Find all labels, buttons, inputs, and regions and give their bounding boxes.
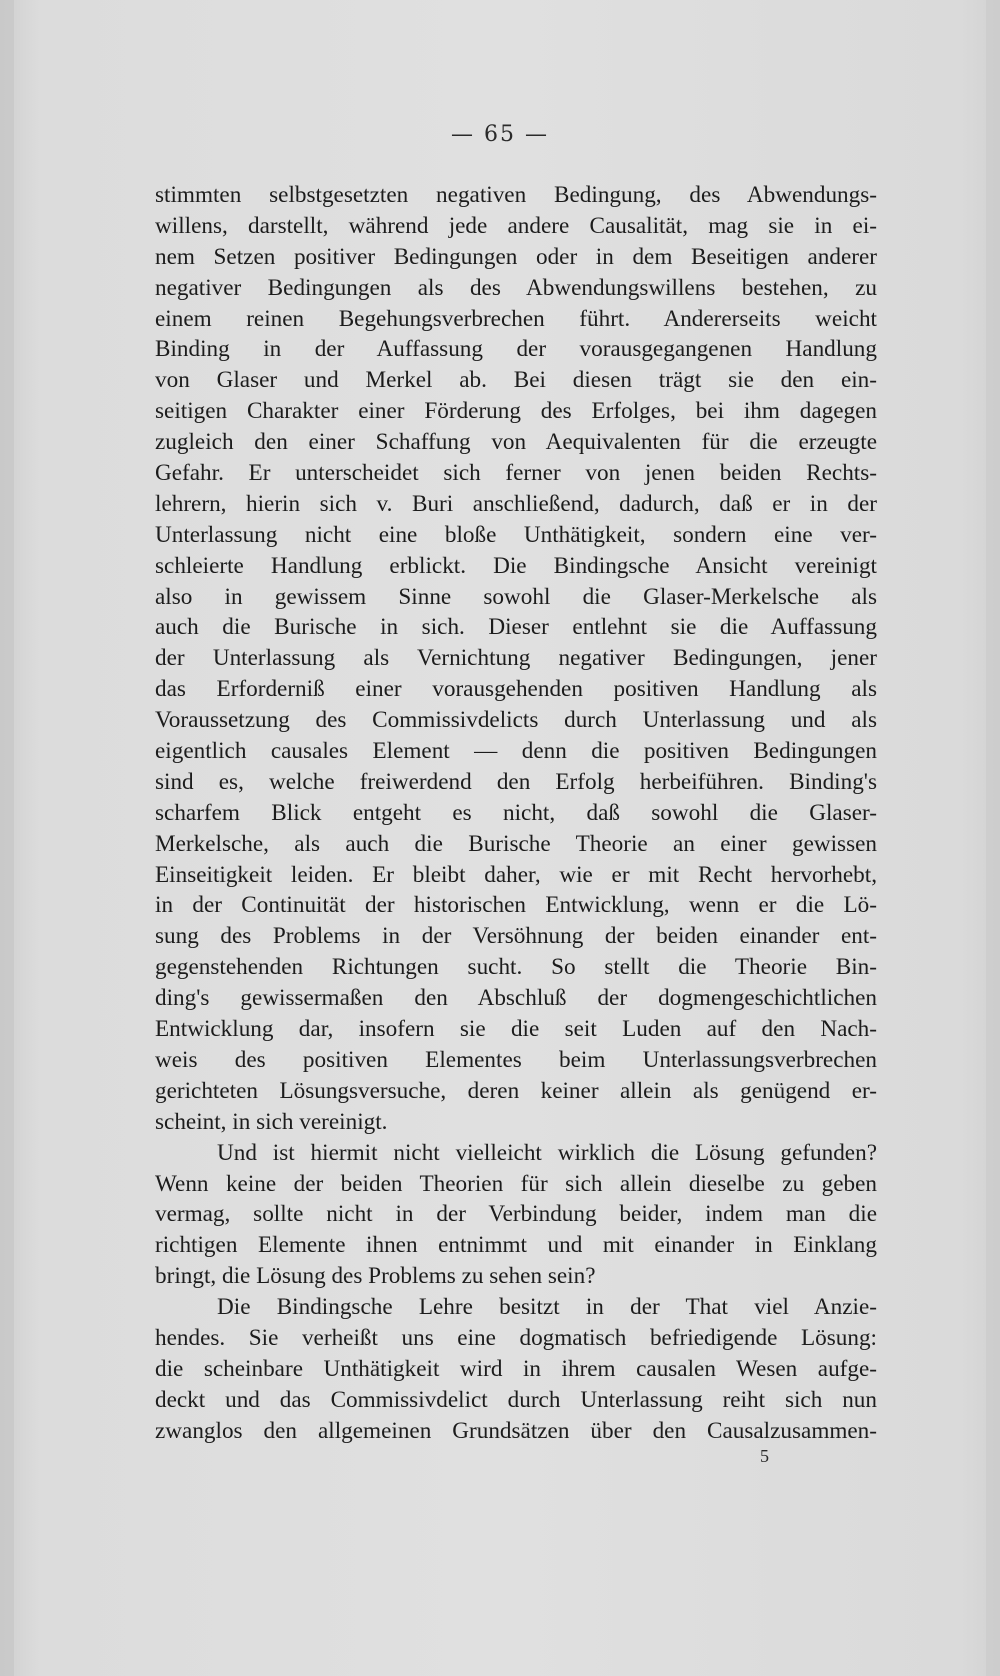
page-number: — 65 — <box>451 122 549 147</box>
text-line: sung des Problems in der Versöhnung der beiden einander ent- <box>155 923 877 950</box>
text-line: zwanglos den allgemeinen Grundsätzen über den Causalzusammen- <box>155 1417 877 1444</box>
text-line: Unterlassung nicht eine bloße Unthätigkeit, sondern eine ver- <box>155 521 877 548</box>
text-line: deckt und das Commissivdelict durch Unterlassung reiht sich nun <box>155 1386 877 1413</box>
text-line: bringt, die Lösung des Problems zu sehen sein? <box>155 1263 596 1290</box>
text-line: in der Continuität der historischen Entwicklung, wenn er die Lö- <box>155 892 877 919</box>
text-line: vermag, sollte nicht in der Verbindung beider, indem man die <box>155 1201 877 1228</box>
text-line: scheint, in sich vereinigt. <box>155 1108 388 1135</box>
text-line: das Erforderniß einer vorausgehenden positiven Handlung als <box>155 676 877 703</box>
text-line: Und ist hiermit nicht vielleicht wirklich die Lösung gefunden? <box>217 1139 877 1166</box>
text-line: Binding in der Auffassung der vorausgegangenen Handlung <box>155 336 877 363</box>
text-line: der Unterlassung als Vernichtung negativer Bedingungen, jener <box>155 645 877 672</box>
text-line: negativer Bedingungen als des Abwendungswillens bestehen, zu <box>155 274 877 301</box>
signature-mark: 5 <box>760 1446 769 1466</box>
text-line: zugleich den einer Schaffung von Aequivalenten für die erzeugte <box>155 429 877 456</box>
text-line: Gefahr. Er unterscheidet sich ferner von jenen beiden Rechts- <box>155 460 877 487</box>
text-line: Voraussetzung des Commissivdelicts durch Unterlassung und als <box>155 707 877 734</box>
text-line: weis des positiven Elementes beim Unterlassungsverbrechen <box>155 1046 877 1073</box>
text-line: von Glaser und Merkel ab. Bei diesen trägt sie den ein- <box>155 367 877 394</box>
text-line: gegenstehenden Richtungen sucht. So stellt die Theorie Bin- <box>155 954 877 981</box>
text-line: Wenn keine der beiden Theorien für sich allein dieselbe zu geben <box>155 1170 877 1197</box>
text-line: seitigen Charakter einer Förderung des Erfolges, bei ihm dagegen <box>155 398 877 425</box>
text-line: nem Setzen positiver Bedingungen oder in dem Beseitigen anderer <box>155 243 877 270</box>
text-line: schleierte Handlung erblickt. Die Bindingsche Ansicht vereinigt <box>155 552 877 579</box>
body-text <box>155 180 877 1447</box>
text-line: sind es, welche freiwerdend den Erfolg herbeiführen. Binding's <box>155 768 877 795</box>
text-line: eigentlich causales Element — denn die positiven Bedingungen <box>155 738 877 765</box>
text-line: ding's gewissermaßen den Abschluß der dogmengeschichtlichen <box>155 985 877 1012</box>
text-line: stimmten selbstgesetzten negativen Bedingung, des Abwendungs- <box>155 182 877 208</box>
text-line: Einseitigkeit leiden. Er bleibt daher, wie er mit Recht hervorhebt, <box>155 861 877 888</box>
text-line: Merkelsche, als auch die Burische Theorie an einer gewissen <box>155 830 877 857</box>
text-line: also in gewissem Sinne sowohl die Glaser-Merkelsche als <box>155 583 877 610</box>
text-line: gerichteten Lösungsversuche, deren keiner allein als genügend er- <box>155 1077 877 1104</box>
text-line: Die Bindingsche Lehre besitzt in der That viel Anzie- <box>217 1294 877 1321</box>
text-line: richtigen Elemente ihnen entnimmt und mit einander in Einklang <box>155 1232 877 1259</box>
text-line: die scheinbare Unthätigkeit wird in ihrem causalen Wesen aufge- <box>155 1355 877 1382</box>
text-line: hendes. Sie verheißt uns eine dogmatisch befriedigende Lösung: <box>155 1324 877 1351</box>
text-line: lehrern, hierin sich v. Buri anschließend, dadurch, daß er in der <box>155 490 877 517</box>
text-line: scharfem Blick entgeht es nicht, daß sowohl die Glaser- <box>155 799 877 826</box>
text-line: willens, darstellt, während jede andere Causalität, mag sie in ei- <box>155 212 877 239</box>
text-line: einem reinen Begehungsverbrechen führt. Andererseits weicht <box>155 305 877 332</box>
text-line: auch die Burische in sich. Dieser entlehnt sie die Auffassung <box>155 614 877 641</box>
text-line: Entwicklung dar, insofern sie die seit Luden auf den Nach- <box>155 1016 877 1043</box>
